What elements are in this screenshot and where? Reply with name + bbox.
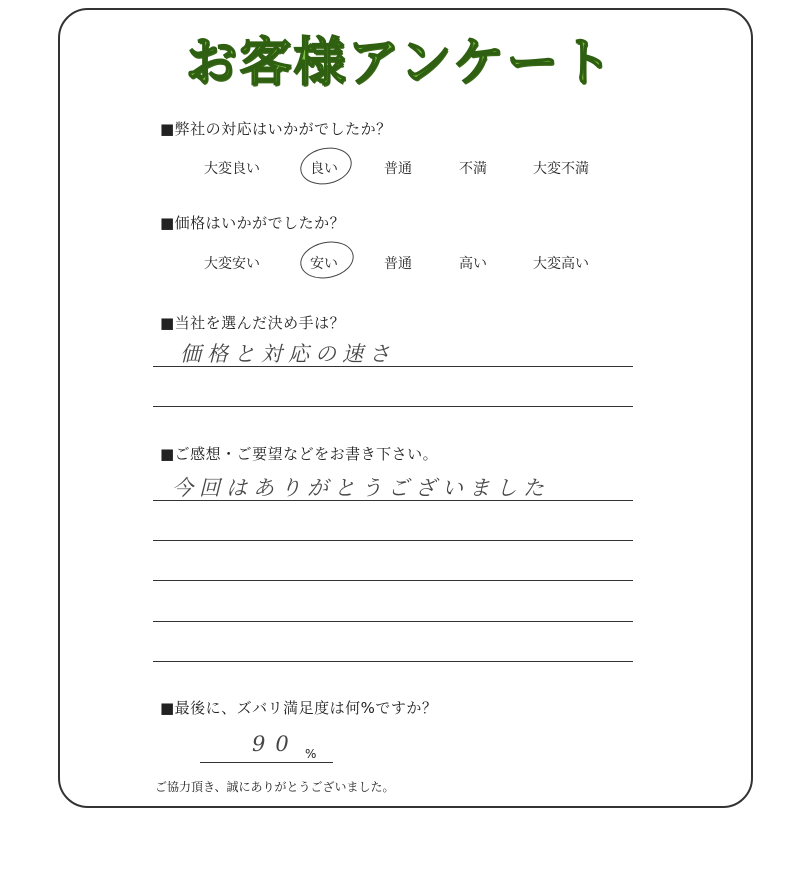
question-deciding-factor: ■当社を選んだ決め手は？ — [160, 314, 346, 332]
answer-line — [153, 540, 633, 541]
option-dissatisfied[interactable]: 不満 — [459, 161, 487, 177]
option-very-dissatisfied[interactable]: 大変不満 — [533, 161, 589, 177]
option-normal[interactable]: 普通 — [384, 256, 412, 272]
handwritten-answer: 今回はありがとうございました — [172, 476, 550, 500]
question-comments: ■ご感想・ご要望などをお書き下さい。 — [160, 445, 439, 463]
option-good[interactable]: 良い — [310, 161, 338, 177]
option-expensive[interactable]: 高い — [459, 256, 487, 272]
answer-line — [153, 580, 633, 581]
satisfaction-line — [200, 762, 333, 763]
handwritten-satisfaction-value: 90 — [252, 732, 299, 756]
thank-you-note: ご協力頂き、誠にありがとうございました。 — [155, 780, 395, 794]
option-very-cheap[interactable]: 大変安い — [204, 256, 260, 272]
option-very-good[interactable]: 大変良い — [204, 161, 260, 177]
option-cheap[interactable]: 安い — [310, 256, 338, 272]
handwritten-answer: 価格と対応の速さ — [180, 342, 396, 366]
answer-line — [153, 366, 633, 367]
question-service: ■弊社の対応はいかがでしたか？ — [160, 120, 392, 138]
question-satisfaction: ■最後に、ズバリ満足度は何%ですか？ — [160, 699, 438, 717]
answer-line — [153, 621, 633, 622]
percent-unit: % — [305, 747, 317, 761]
survey-title: お客様アンケート — [185, 33, 615, 93]
answer-line — [153, 661, 633, 662]
answer-line — [153, 406, 633, 407]
question-price: ■価格はいかがでしたか？ — [160, 214, 346, 232]
option-normal[interactable]: 普通 — [384, 161, 412, 177]
answer-line — [153, 500, 633, 501]
option-very-expensive[interactable]: 大変高い — [533, 256, 589, 272]
